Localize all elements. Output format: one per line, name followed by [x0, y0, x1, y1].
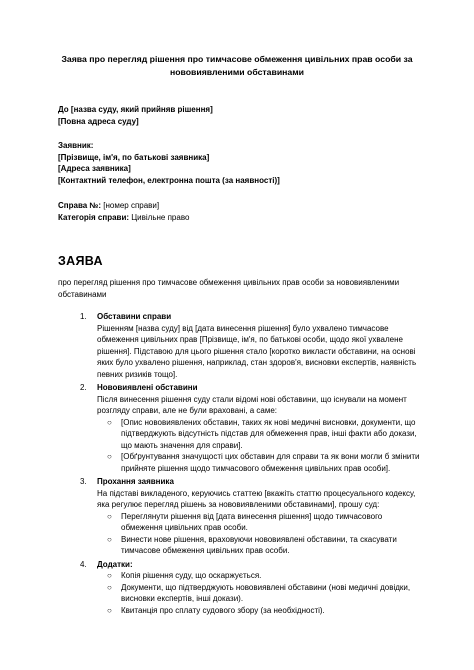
- section-title: Додатки:: [97, 559, 133, 569]
- section-number: 3.: [80, 477, 87, 486]
- bullet-item: [97, 451, 424, 474]
- section-title: Прохання заявника: [97, 477, 174, 486]
- bullet-circle-icon: ○: [107, 571, 112, 580]
- case-number-value: [номер справи]: [101, 201, 160, 210]
- case-category: [58, 212, 424, 224]
- section-title: Обставини справи: [97, 312, 172, 321]
- document-title: Заява про перегляд рішення про тимчасове обмеження цивільних прав особи за нововиявленими обставинами: [61, 54, 413, 77]
- case-number: [58, 200, 424, 212]
- court-address: [Повна адреса суду]: [58, 116, 139, 126]
- section-number: 4.: [80, 559, 87, 569]
- bullet-item: [97, 570, 424, 582]
- intro-text: про перегляд рішення про тимчасове обмеження цивільних прав особи за нововиявленими обставинами: [58, 278, 400, 299]
- applicant-block: [58, 140, 424, 186]
- bullet-text: Винести нове рішення, враховуючи нововиявлені обставини, та скасувати тимчасове обмеження цивільних прав особи.: [121, 534, 397, 555]
- section-number: 1.: [80, 312, 87, 321]
- bullet-item: [97, 417, 424, 452]
- bullet-circle-icon: ○: [107, 605, 112, 615]
- bullet-text: [Обґрунтування значущості цих обставин для справи та як вони могли б змінити прийняте рішення щодо тимчасового обмеження цивільних прав особи].: [121, 452, 420, 473]
- statement-heading: ЗАЯВА: [58, 254, 103, 268]
- bullet-text: [Опис нововиявлених обставин, таких як нові медичні висновки, документи, що підтверджують відсутність підстав для обмеження прав, інші факти або докази, що мають значення для справи].: [121, 417, 417, 450]
- case-number-label: Справа №:: [58, 201, 102, 210]
- addressee-block: [58, 104, 424, 127]
- section-bullets: [97, 417, 424, 475]
- section-title: Нововиявлені обставини: [97, 383, 198, 392]
- bullet-item: [97, 511, 424, 534]
- sections-list: [58, 311, 424, 618]
- section-bullets: [97, 511, 424, 557]
- bullet-item: [97, 582, 424, 605]
- section-item: [58, 311, 424, 380]
- bullet-item: [97, 534, 424, 557]
- bullet-text: Документи, що підтверджують нововиявлені обставини (нові медичні довідки, висновки експертів, інші докази).: [121, 582, 411, 603]
- bullet-item: [97, 605, 424, 617]
- case-category-value: Цивільне право: [129, 212, 190, 222]
- bullet-text: Копія рішення суду, що оскаржується.: [121, 571, 262, 580]
- case-info: [58, 200, 424, 223]
- applicant-contacts: [Контактний телефон, електронна пошта (за наявності)]: [58, 175, 280, 185]
- section-bullets: [97, 570, 424, 616]
- bullet-text: Квитанція про сплату судового збору (за необхідності).: [121, 605, 325, 615]
- section-text: Рішенням [назва суду] від [дата винесення рішення] було ухвалено тимчасове обмеження цивільних прав [Прізвище, ім'я, по батькові особи, щодо якої ухвалене рішення]. Підставою для цього рішення стало [коротко викласти обставини, на основі яких було ухвалено рішення, наприклад, стан здоров'я, висновки експертів, наявність певних ризиків тощо].: [97, 323, 417, 379]
- applicant-address: [Адреса заявника]: [58, 164, 131, 173]
- section-text: Після винесення рішення суду стали відомі нові обставини, що існували на момент розгляду справи, але не були враховані, а саме:: [97, 394, 407, 415]
- applicant-label: Заявник:: [58, 141, 94, 150]
- bullet-circle-icon: ○: [107, 582, 112, 592]
- bullet-circle-icon: ○: [107, 511, 112, 521]
- court-name: До [назва суду, який прийняв рішення]: [58, 105, 213, 114]
- bullet-circle-icon: ○: [107, 417, 112, 427]
- bullet-circle-icon: ○: [107, 452, 112, 461]
- applicant-name: [Прізвище, ім'я, по батькові заявника]: [58, 152, 210, 162]
- section-item: [58, 382, 424, 474]
- section-number: 2.: [80, 383, 87, 392]
- bullet-circle-icon: ○: [107, 534, 112, 544]
- bullet-text: Переглянути рішення від [дата винесення рішення] щодо тимчасового обмеження цивільних прав особи.: [121, 511, 383, 532]
- section-item: [58, 476, 424, 557]
- section-text: На підставі викладеного, керуючись статтею [вкажіть статтю процесуального кодексу, яка регулює перегляд рішень за нововиявленими обставинами], прошу суд:: [97, 488, 416, 509]
- case-category-label: Категорія справи:: [58, 212, 130, 222]
- section-item: [58, 559, 424, 617]
